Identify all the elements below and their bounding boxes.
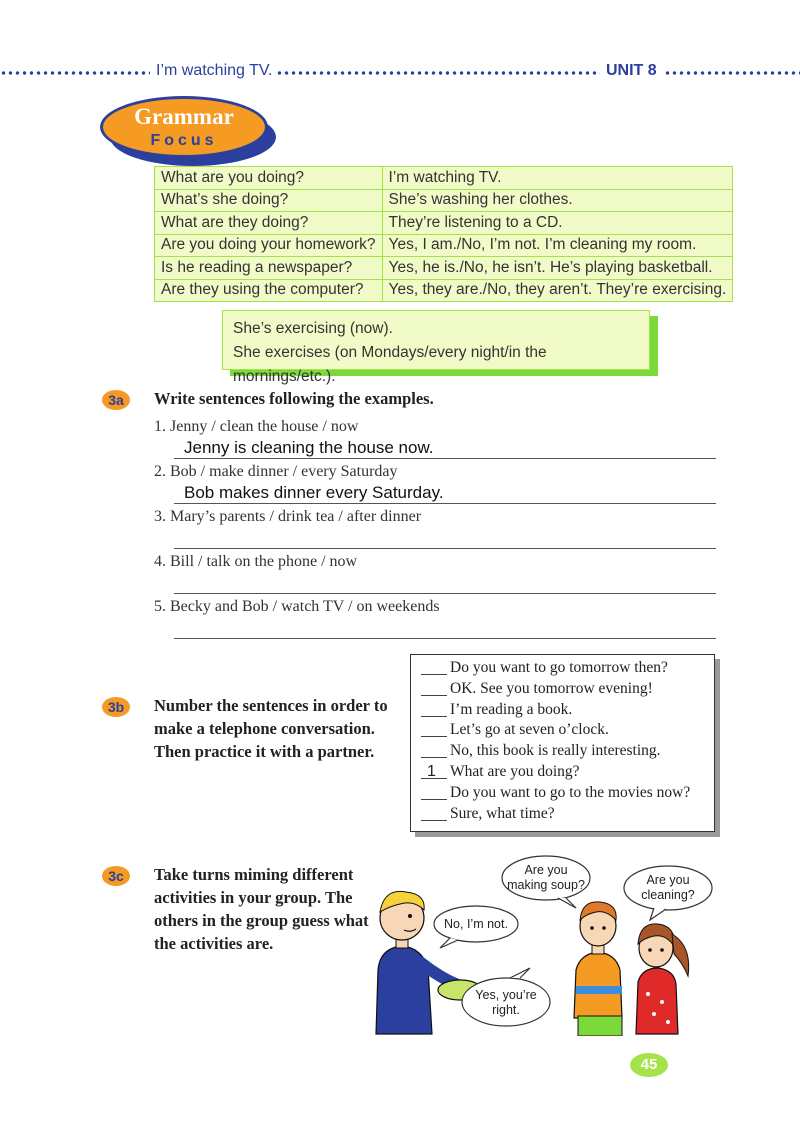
question-cell: What’s she doing?: [155, 189, 383, 212]
prompt: 5. Becky and Bob / watch TV / on weekends: [154, 598, 440, 615]
grammar-table: [154, 166, 733, 302]
answer-line[interactable]: [174, 638, 716, 639]
answer-line[interactable]: [174, 548, 716, 549]
line-text: No, this book is really interesting.: [450, 742, 661, 760]
header-dots-left: [0, 70, 150, 76]
table-row: [155, 189, 733, 212]
answer-cell: I’m watching TV.: [382, 167, 733, 190]
bubble-text: right.: [492, 1003, 520, 1017]
number-blank[interactable]: [421, 820, 447, 821]
prompt: 3. Mary’s parents / drink tea / after dinner: [154, 508, 422, 525]
grammar-focus-badge: [100, 96, 276, 166]
number-blank[interactable]: [421, 695, 447, 696]
miming-illustration: [370, 850, 730, 1036]
conversation-line: [421, 784, 714, 805]
question-cell: Are they using the computer?: [155, 279, 383, 302]
note-line: She exercises (on Mondays/every night/in the mornings/etc.).: [233, 344, 547, 385]
conversation-line: [421, 721, 714, 742]
header-dots-middle: [276, 70, 600, 76]
list-item: [154, 598, 716, 643]
note-line: She’s exercising (now).: [233, 320, 393, 337]
question-cell: What are you doing?: [155, 167, 383, 190]
number-blank[interactable]: [421, 736, 447, 737]
list-item: [154, 553, 716, 598]
answer-cell: She’s washing her clothes.: [382, 189, 733, 212]
speech-bubble-no: [434, 906, 518, 948]
conversation-line: [421, 659, 714, 680]
grammar-subtitle: Focus: [150, 132, 218, 149]
answer-text: Bob makes dinner every Saturday.: [184, 483, 444, 502]
line-text: Sure, what time?: [450, 804, 555, 822]
answer-cell: They’re listening to a CD.: [382, 212, 733, 235]
table-row: [155, 234, 733, 257]
speech-bubble-cleaning: [624, 866, 712, 920]
speech-bubble-yes: [462, 968, 550, 1026]
question-cell: Is he reading a newspaper?: [155, 257, 383, 280]
section-3a-instruction: Write sentences following the examples.: [154, 389, 434, 408]
question-cell: What are they doing?: [155, 212, 383, 235]
answer-text: Jenny is cleaning the house now.: [184, 438, 434, 457]
bubble-text: No, I’m not.: [444, 917, 508, 931]
girl-guessing-figure: [636, 924, 689, 1034]
boy-guessing-figure: [574, 902, 622, 1036]
table-row: [155, 257, 733, 280]
answer-cell: Yes, they are./No, they aren’t. They’re exercising.: [382, 279, 733, 302]
grammar-title: Grammar: [134, 104, 234, 129]
section-3b-instruction: Number the sentences in order to make a telephone conversation. Then practice it with a partner.: [154, 696, 388, 761]
line-number: 1: [427, 762, 436, 780]
question-cell: Are you doing your homework?: [155, 234, 383, 257]
unit-label: UNIT 8: [606, 62, 657, 79]
table-row: [155, 167, 733, 190]
line-text: Do you want to go to the movies now?: [450, 783, 691, 801]
page-number: 45: [630, 1053, 668, 1077]
conversation-line: [421, 805, 714, 826]
table-row: [155, 212, 733, 235]
list-item: [154, 463, 716, 508]
prompt: 1. Jenny / clean the house / now: [154, 418, 359, 435]
conversation-line: [421, 742, 714, 763]
bubble-text: Are you: [646, 873, 690, 887]
line-text: OK. See you tomorrow evening!: [450, 679, 653, 697]
conversation-line: [421, 680, 714, 701]
bubble-text: cleaning?: [641, 888, 695, 902]
section-3a-badge: 3a: [102, 390, 130, 410]
prompt: 2. Bob / make dinner / every Saturday: [154, 463, 398, 480]
conversation-line: [421, 763, 714, 784]
conversation-box: [410, 654, 715, 832]
line-text: I’m reading a book.: [450, 700, 573, 718]
section-3c-instruction: Take turns miming different activities in your group. The others in the group guess what the activities are.: [154, 865, 369, 953]
list-item: [154, 418, 716, 463]
grammar-note-box: [222, 310, 650, 385]
speech-bubble-making-soup: [502, 856, 590, 908]
bubble-text: Are you: [524, 863, 568, 877]
number-blank[interactable]: [421, 716, 447, 717]
lesson-title: I’m watching TV.: [156, 62, 273, 79]
answer-line[interactable]: [174, 503, 716, 504]
list-item: [154, 508, 716, 553]
answer-cell: Yes, I am./No, I’m not. I’m cleaning my room.: [382, 234, 733, 257]
bubble-text: Yes, you’re: [475, 988, 537, 1002]
number-blank[interactable]: [421, 757, 447, 758]
number-blank[interactable]: [421, 674, 447, 675]
answer-cell: Yes, he is./No, he isn’t. He’s playing basketball.: [382, 257, 733, 280]
bubble-text: making soup?: [507, 878, 585, 892]
answer-line[interactable]: [174, 458, 716, 459]
line-text: What are you doing?: [450, 762, 580, 780]
table-row: [155, 279, 733, 302]
page-header: [0, 62, 800, 82]
line-text: Let’s go at seven o’clock.: [450, 721, 609, 739]
prompt: 4. Bill / talk on the phone / now: [154, 553, 358, 570]
answer-line[interactable]: [174, 593, 716, 594]
section-3b-badge: 3b: [102, 697, 130, 717]
conversation-line: [421, 701, 714, 722]
exercise-3a: [154, 418, 716, 643]
line-text: Do you want to go tomorrow then?: [450, 659, 668, 676]
section-3c-badge: 3c: [102, 866, 130, 886]
number-blank[interactable]: [421, 799, 447, 800]
header-dots-right: [664, 70, 800, 76]
